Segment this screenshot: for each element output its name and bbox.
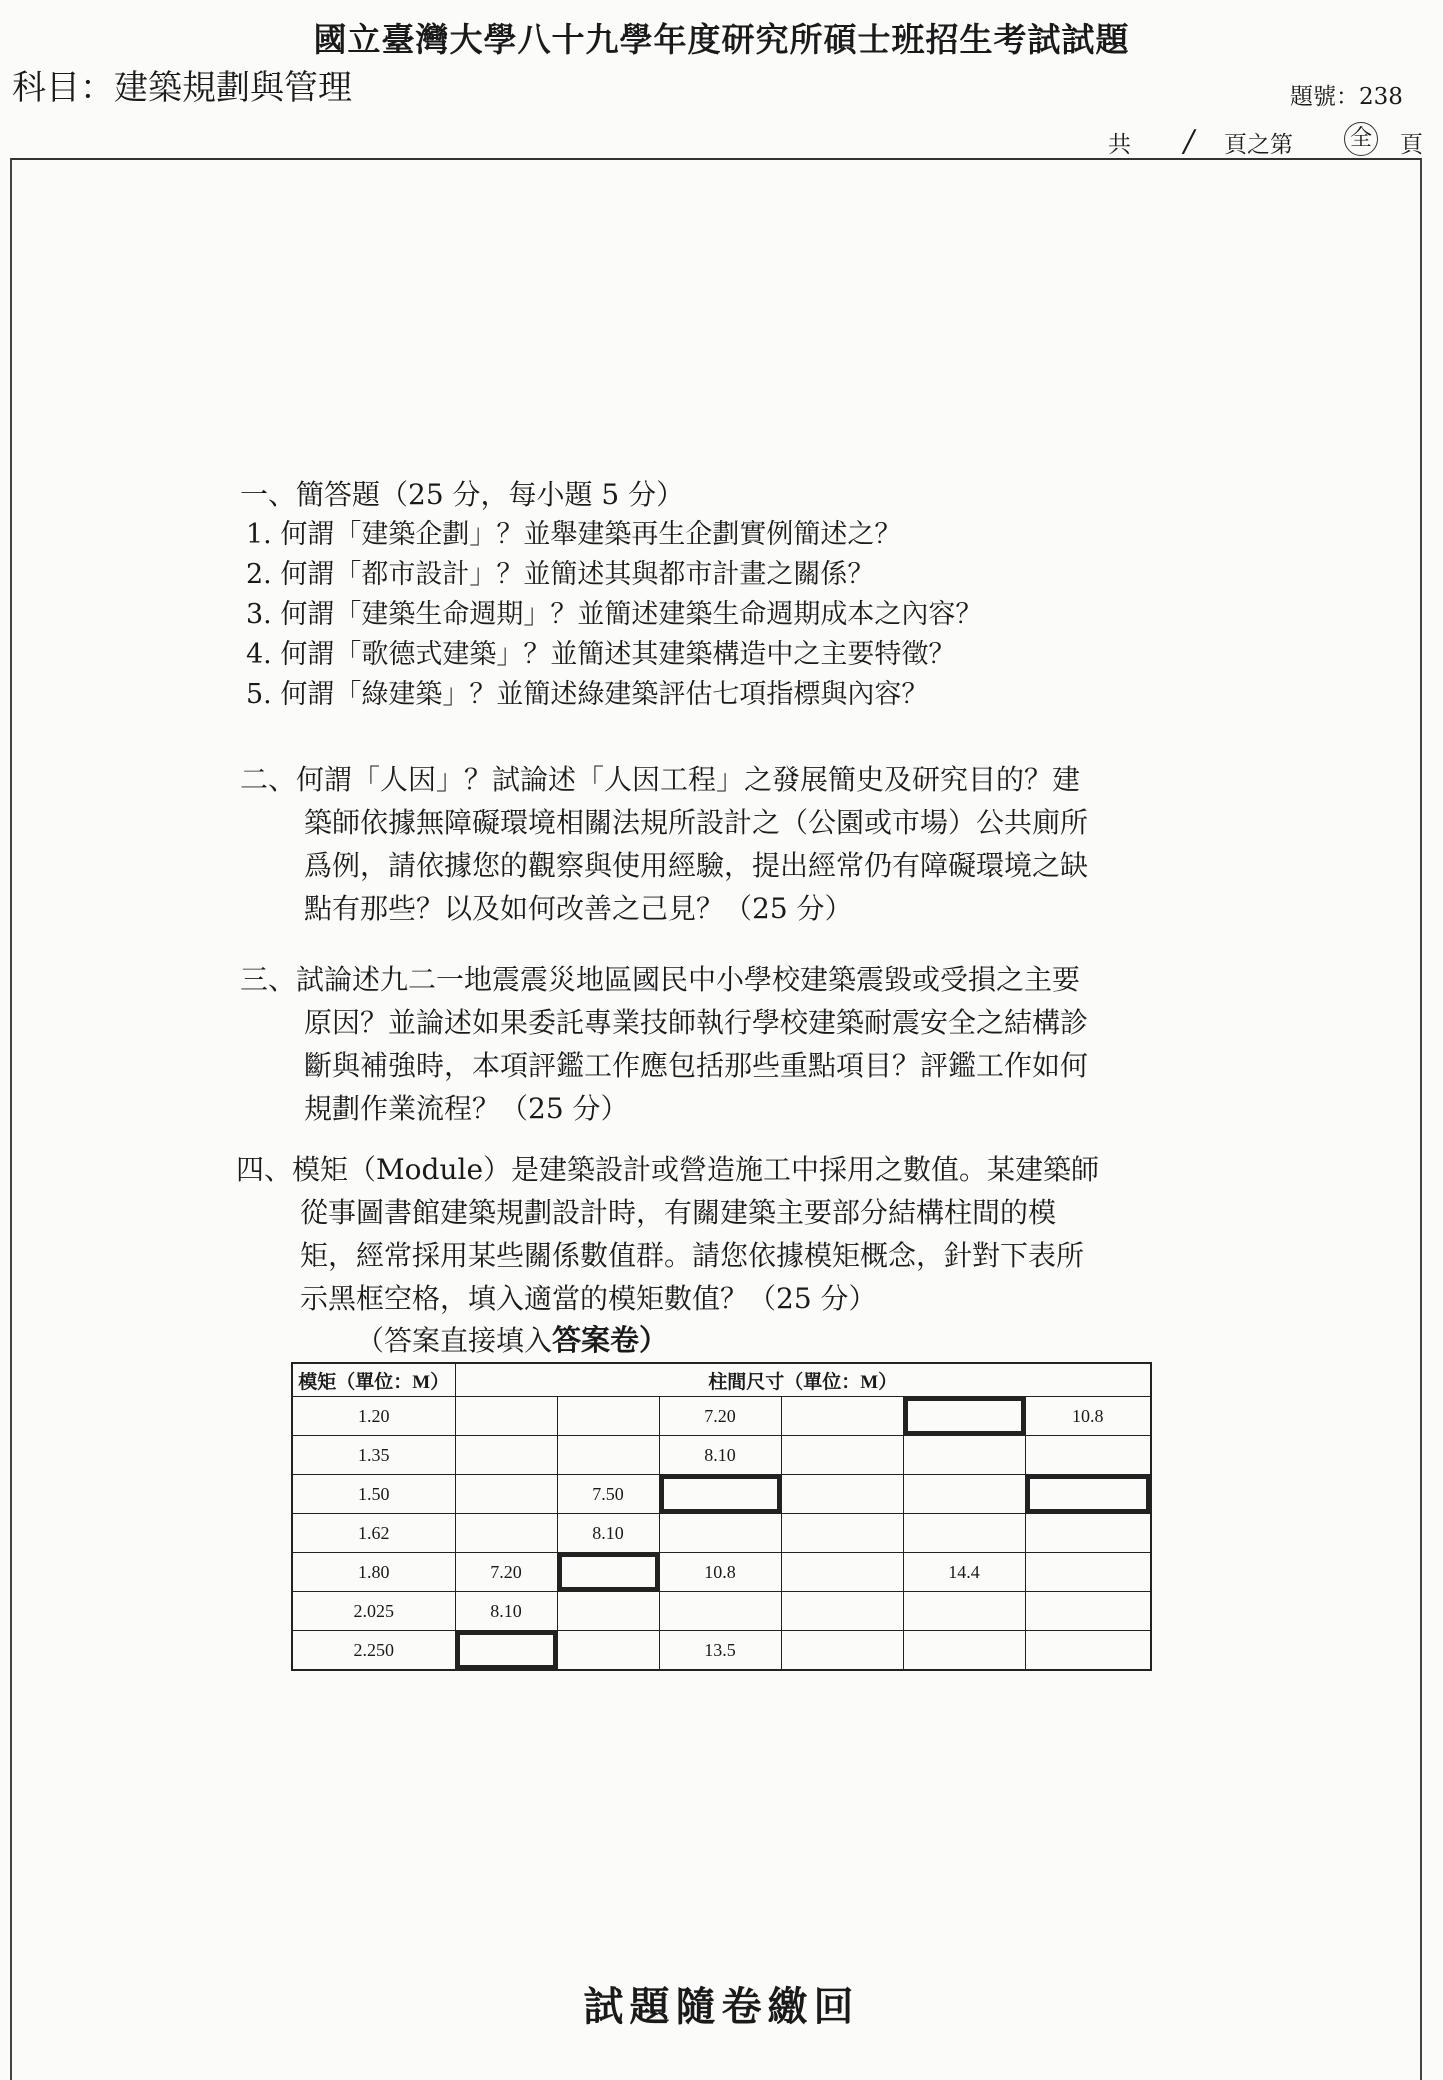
answer-note-bold: 答案卷） (552, 1323, 669, 1357)
table-row (292, 1475, 1151, 1514)
spacing-cell (557, 1397, 659, 1436)
module-value: 2.025 (292, 1592, 455, 1631)
answer-blank-cell (1025, 1475, 1151, 1514)
spacing-cell (781, 1436, 903, 1475)
spacing-cell: 7.20 (659, 1397, 781, 1436)
answer-blank-cell (903, 1397, 1025, 1436)
table-row (292, 1553, 1151, 1592)
section2-line: 點有那些？以及如何改善之己見？（25 分） (304, 892, 853, 925)
section-short-answer (240, 475, 982, 715)
answer-note (356, 1318, 668, 1359)
spacing-cell (1025, 1631, 1151, 1671)
spacing-cell (903, 1514, 1025, 1553)
spacing-cell (659, 1514, 781, 1553)
answer-blank-cell (659, 1475, 781, 1514)
spacing-cell: 10.8 (1025, 1397, 1151, 1436)
section3-line: 斷與補強時，本項評鑑工作應包括那些重點項目？評鑑工作如何 (304, 1049, 1089, 1082)
section2-line: 爲例，請依據您的觀察與使用經驗，提出經常仍有障礙環境之缺 (304, 849, 1089, 882)
table-row (292, 1631, 1151, 1671)
section4-line: 從事圖書館建築規劃設計時，有關建築主要部分結構柱間的模 (300, 1196, 1057, 1229)
exam-title: 國立臺灣大學八十九學年度研究所碩士班招生考試試題 (313, 20, 1130, 59)
spacing-cell (903, 1475, 1025, 1514)
section3-line: 三、試論述九二一地震震災地區國民中小學校建築震毀或受損之主要 (240, 963, 1081, 996)
spacing-cell (455, 1514, 557, 1553)
answer-blank-cell (557, 1553, 659, 1592)
section3-line: 規劃作業流程？（25 分） (304, 1092, 629, 1125)
spacing-cell: 10.8 (659, 1553, 781, 1592)
spacing-cell (781, 1397, 903, 1436)
section1-item: 1. 何謂「建築企劃」？並舉建築再生企劃實例簡述之？ (246, 519, 902, 550)
page-total-prefix: 共 (1108, 132, 1131, 158)
question-number: 題號：238 (1290, 84, 1403, 110)
footer-note: 試題隨卷繳回 (583, 1983, 860, 2030)
spacing-cell: 8.10 (659, 1436, 781, 1475)
spacing-cell (781, 1592, 903, 1631)
module-value: 1.20 (292, 1397, 455, 1436)
spacing-cell (781, 1631, 903, 1671)
spacing-cell (781, 1553, 903, 1592)
table-row (292, 1436, 1151, 1475)
answer-blank-cell (455, 1631, 557, 1671)
spacing-cell: 8.10 (557, 1514, 659, 1553)
module-value: 2.250 (292, 1631, 455, 1671)
spacing-cell (781, 1514, 903, 1553)
section1-item: 5. 何謂「綠建築」？並簡述綠建築評估七項指標與內容？ (246, 679, 929, 710)
spacing-cell (659, 1592, 781, 1631)
section4-line: 矩，經常採用某些關係數值群。請您依據模矩概念，針對下表所 (300, 1239, 1085, 1272)
spacing-cell (557, 1436, 659, 1475)
spacing-cell (455, 1436, 557, 1475)
spacing-cell (557, 1592, 659, 1631)
spacing-cell (455, 1475, 557, 1514)
section4-line: 示黑框空格，填入適當的模矩數值？（25 分） (300, 1282, 877, 1315)
spacing-cell (1025, 1592, 1151, 1631)
spacing-cell: 7.20 (455, 1553, 557, 1592)
spacing-cell: 7.50 (557, 1475, 659, 1514)
spacing-cell: 14.4 (903, 1553, 1025, 1592)
module-table (291, 1362, 1152, 1671)
spacing-cell (903, 1436, 1025, 1475)
section-earthquake (240, 958, 1088, 1130)
section1-heading: 一、簡答題（25 分，每小題 5 分） (240, 478, 685, 511)
page-mid-label: 頁之第 (1224, 132, 1293, 158)
section4-line: 四、模矩（Module）是建築設計或營造施工中採用之數值。某建築師 (236, 1153, 1100, 1186)
section2-line: 築師依據無障礙環境相關法規所設計之（公園或市場）公共廁所 (304, 806, 1089, 839)
section3-line: 原因？並論述如果委託專業技師執行學校建築耐震安全之結構診 (304, 1006, 1089, 1039)
section-human-factors (240, 758, 1088, 930)
module-value: 1.80 (292, 1553, 455, 1592)
subject-label: 科目：建築規劃與管理 (12, 68, 352, 108)
spacing-cell (781, 1475, 903, 1514)
table-row (292, 1514, 1151, 1553)
spacing-cell (1025, 1553, 1151, 1592)
module-value: 1.50 (292, 1475, 455, 1514)
spacing-cell (1025, 1436, 1151, 1475)
spacing-cell: 13.5 (659, 1631, 781, 1671)
header-column-spacing: 柱間尺寸（單位：M） (455, 1363, 1151, 1397)
spacing-cell (1025, 1514, 1151, 1553)
section1-item: 2. 何謂「都市設計」？並簡述其與都市計畫之關係？ (246, 559, 875, 590)
header-module: 模矩（單位：M） (292, 1363, 455, 1397)
spacing-cell: 8.10 (455, 1592, 557, 1631)
section2-line: 二、何謂「人因」？試論述「人因工程」之發展簡史及研究目的？建 (240, 763, 1081, 796)
section-module (236, 1148, 1099, 1320)
page-current-value: 全 (1344, 122, 1378, 156)
spacing-cell (903, 1631, 1025, 1671)
page-total-value: / (1184, 124, 1195, 159)
table-row (292, 1397, 1151, 1436)
spacing-cell (455, 1397, 557, 1436)
section1-item: 4. 何謂「歌德式建築」？並簡述其建築構造中之主要特徵？ (246, 639, 956, 670)
table-header-row (292, 1363, 1151, 1397)
section1-item: 3. 何謂「建築生命週期」？並簡述建築生命週期成本之內容？ (246, 599, 983, 630)
spacing-cell (557, 1631, 659, 1671)
answer-note-prefix: （答案直接填入 (356, 1324, 553, 1357)
spacing-cell (903, 1592, 1025, 1631)
table-row (292, 1592, 1151, 1631)
page-suffix: 頁 (1400, 132, 1423, 158)
module-value: 1.35 (292, 1436, 455, 1475)
module-value: 1.62 (292, 1514, 455, 1553)
